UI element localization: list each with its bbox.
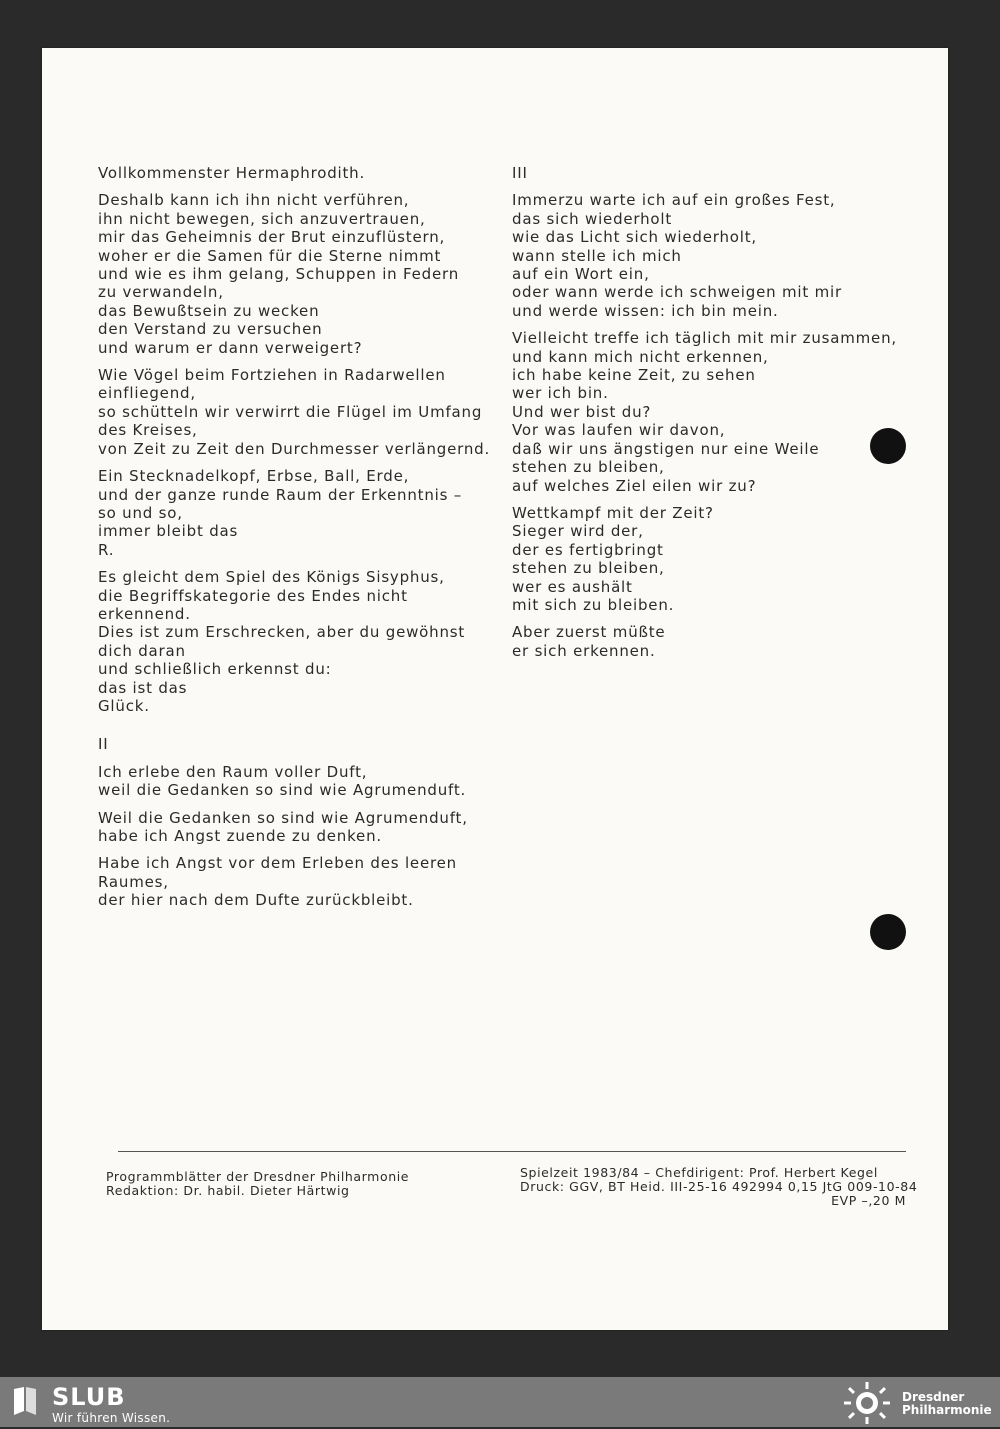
- sunburst-logo-icon: [842, 1381, 892, 1429]
- verse-line: Habe ich Angst vor dem Erleben des leeren: [98, 854, 457, 873]
- verse-line: mir das Geheimnis der Brut einzuflüstern,: [98, 228, 446, 247]
- verse-line: Und wer bist du?: [512, 402, 652, 421]
- verse-line: der es fertigbringt: [512, 540, 664, 559]
- verse-line: habe ich Angst zuende zu denken.: [98, 827, 382, 845]
- verse-line: die Begriffskategorie des Endes nicht: [98, 586, 408, 605]
- footer-editor: Redaktion: Dr. habil. Dieter Härtwig: [106, 1183, 350, 1198]
- verse-line: und schließlich erkennst du:: [98, 660, 332, 679]
- footer-season: Spielzeit 1983/84 – Chefdirigent: Prof. Herbert Kegel: [520, 1165, 878, 1180]
- verse-line: oder wann werde ich schweigen mit mir: [512, 283, 842, 302]
- verse-line: und wie es ihm gelang, Schuppen in Federn: [98, 265, 460, 284]
- slub-logo-text[interactable]: SLUB: [52, 1383, 126, 1411]
- document-page: [42, 48, 948, 1330]
- opening-line: Vollkommenster Hermaphrodith.: [98, 164, 366, 182]
- verse-line: erkennend.: [98, 604, 191, 623]
- verse-line: wer ich bin.: [512, 384, 609, 403]
- stanza: [98, 366, 498, 458]
- verse-line: dich daran: [98, 641, 186, 660]
- verse-line: auf ein Wort ein,: [512, 265, 650, 284]
- verse-line: zu verwandeln,: [98, 283, 224, 302]
- stanza: [98, 467, 498, 559]
- punch-hole-top: [870, 428, 906, 464]
- footer-publication: Programmblätter der Dresdner Philharmonie: [106, 1169, 410, 1184]
- right-column: [512, 164, 912, 669]
- bottom-branding-bar: [0, 1377, 1000, 1427]
- verse-line: das ist das: [98, 678, 188, 697]
- stanza: [98, 763, 498, 800]
- verse-line: und warum er dann verweigert?: [98, 338, 363, 357]
- stanza: [512, 191, 912, 320]
- section-iii-heading: III: [512, 164, 528, 182]
- slub-tagline: Wir führen Wissen.: [52, 1411, 171, 1425]
- footer-divider: [118, 1151, 906, 1152]
- verse-line: Ich erlebe den Raum voller Duft,: [98, 762, 368, 781]
- verse-line: Sieger wird der,: [512, 522, 644, 541]
- philharmonie-line2: Philharmonie: [902, 1403, 992, 1417]
- verse-line: wie das Licht sich wiederholt,: [512, 228, 757, 247]
- footer-price: EVP –,20 M: [831, 1193, 906, 1208]
- verse-line: einfliegend,: [98, 384, 196, 403]
- philharmonie-line1: Dresdner: [902, 1390, 965, 1404]
- verse-line: Glück.: [98, 696, 150, 715]
- verse-line: Deshalb kann ich ihn nicht verführen,: [98, 191, 410, 210]
- verse-line: und kann mich nicht erkennen,: [512, 347, 769, 366]
- verse-line: Immerzu warte ich auf ein großes Fest,: [512, 191, 836, 210]
- stanza: [512, 329, 912, 495]
- verse-line: weil die Gedanken so sind wie Agrumenduft.: [98, 781, 467, 800]
- footer-print-info: Druck: GGV, BT Heid. III-25-16 492994 0,15 JtG 009-10-84: [520, 1179, 918, 1194]
- stanza: [98, 854, 498, 909]
- philharmonie-name: [902, 1391, 992, 1417]
- verse-line: Wie Vögel beim Fortziehen in Radarwellen: [98, 366, 446, 385]
- verse-line: ich habe keine Zeit, zu sehen: [512, 366, 756, 385]
- verse-line: immer bleibt das: [98, 522, 239, 541]
- verse-line: Raumes,: [98, 872, 169, 891]
- verse-line: stehen zu bleiben,: [512, 559, 665, 578]
- left-stanzas: [98, 191, 498, 715]
- verse-line: den Verstand zu versuchen: [98, 320, 323, 339]
- stanza: [98, 809, 498, 846]
- verse-line: das Bewußtsein zu wecken: [98, 301, 320, 320]
- verse-line: und der ganze runde Raum der Erkenntnis –: [98, 485, 463, 504]
- verse-line: und werde wissen: ich bin mein.: [512, 301, 779, 320]
- stanza: [512, 504, 912, 614]
- verse-line: wann stelle ich mich: [512, 246, 682, 265]
- verse-line: stehen zu bleiben,: [512, 458, 665, 477]
- verse-line: R.: [98, 540, 115, 559]
- verse-line: Ein Stecknadelkopf, Erbse, Ball, Erde,: [98, 467, 410, 486]
- verse-line: des Kreises,: [98, 421, 198, 440]
- verse-line: er sich erkennen.: [512, 641, 656, 660]
- verse-line: Wettkampf mit der Zeit?: [512, 503, 714, 522]
- stanza: [98, 568, 498, 715]
- footer-right: [520, 1165, 918, 1208]
- verse-line: auf welches Ziel eilen wir zu?: [512, 476, 757, 495]
- verse-line: so und so,: [98, 503, 183, 522]
- left-column: [98, 164, 498, 919]
- verse-line: woher er die Samen für die Sterne nimmt: [98, 246, 442, 265]
- stanza: [98, 191, 498, 357]
- footer-left: [106, 1170, 409, 1198]
- stanza: [512, 623, 912, 660]
- section-ii-stanzas: [98, 763, 498, 910]
- verse-line: der hier nach dem Dufte zurückbleibt.: [98, 891, 414, 910]
- verse-line: daß wir uns ängstigen nur eine Weile: [512, 439, 820, 458]
- verse-line: Vor was laufen wir davon,: [512, 421, 726, 440]
- verse-line: Aber zuerst müßte: [512, 623, 666, 642]
- book-icon: [10, 1385, 40, 1423]
- verse-line: von Zeit zu Zeit den Durchmesser verlängernd.: [98, 439, 491, 458]
- verse-line: Weil die Gedanken so sind wie Agrumenduft,: [98, 808, 468, 827]
- verse-line: Vielleicht treffe ich täglich mit mir zusammen,: [512, 329, 897, 348]
- verse-line: Dies ist zum Erschrecken, aber du gewöhnst: [98, 623, 466, 642]
- section-iii-stanzas: [512, 191, 912, 660]
- punch-hole-bottom: [870, 914, 906, 950]
- verse-line: wer es aushält: [512, 577, 633, 596]
- section-ii-heading: II: [98, 735, 109, 754]
- verse-line: Es gleicht dem Spiel des Königs Sisyphus,: [98, 568, 445, 587]
- verse-line: das sich wiederholt: [512, 209, 673, 228]
- verse-line: ihn nicht bewegen, sich anzuvertrauen,: [98, 209, 426, 228]
- verse-line: so schütteln wir verwirrt die Flügel im Umfang: [98, 402, 483, 421]
- verse-line: mit sich zu bleiben.: [512, 595, 675, 614]
